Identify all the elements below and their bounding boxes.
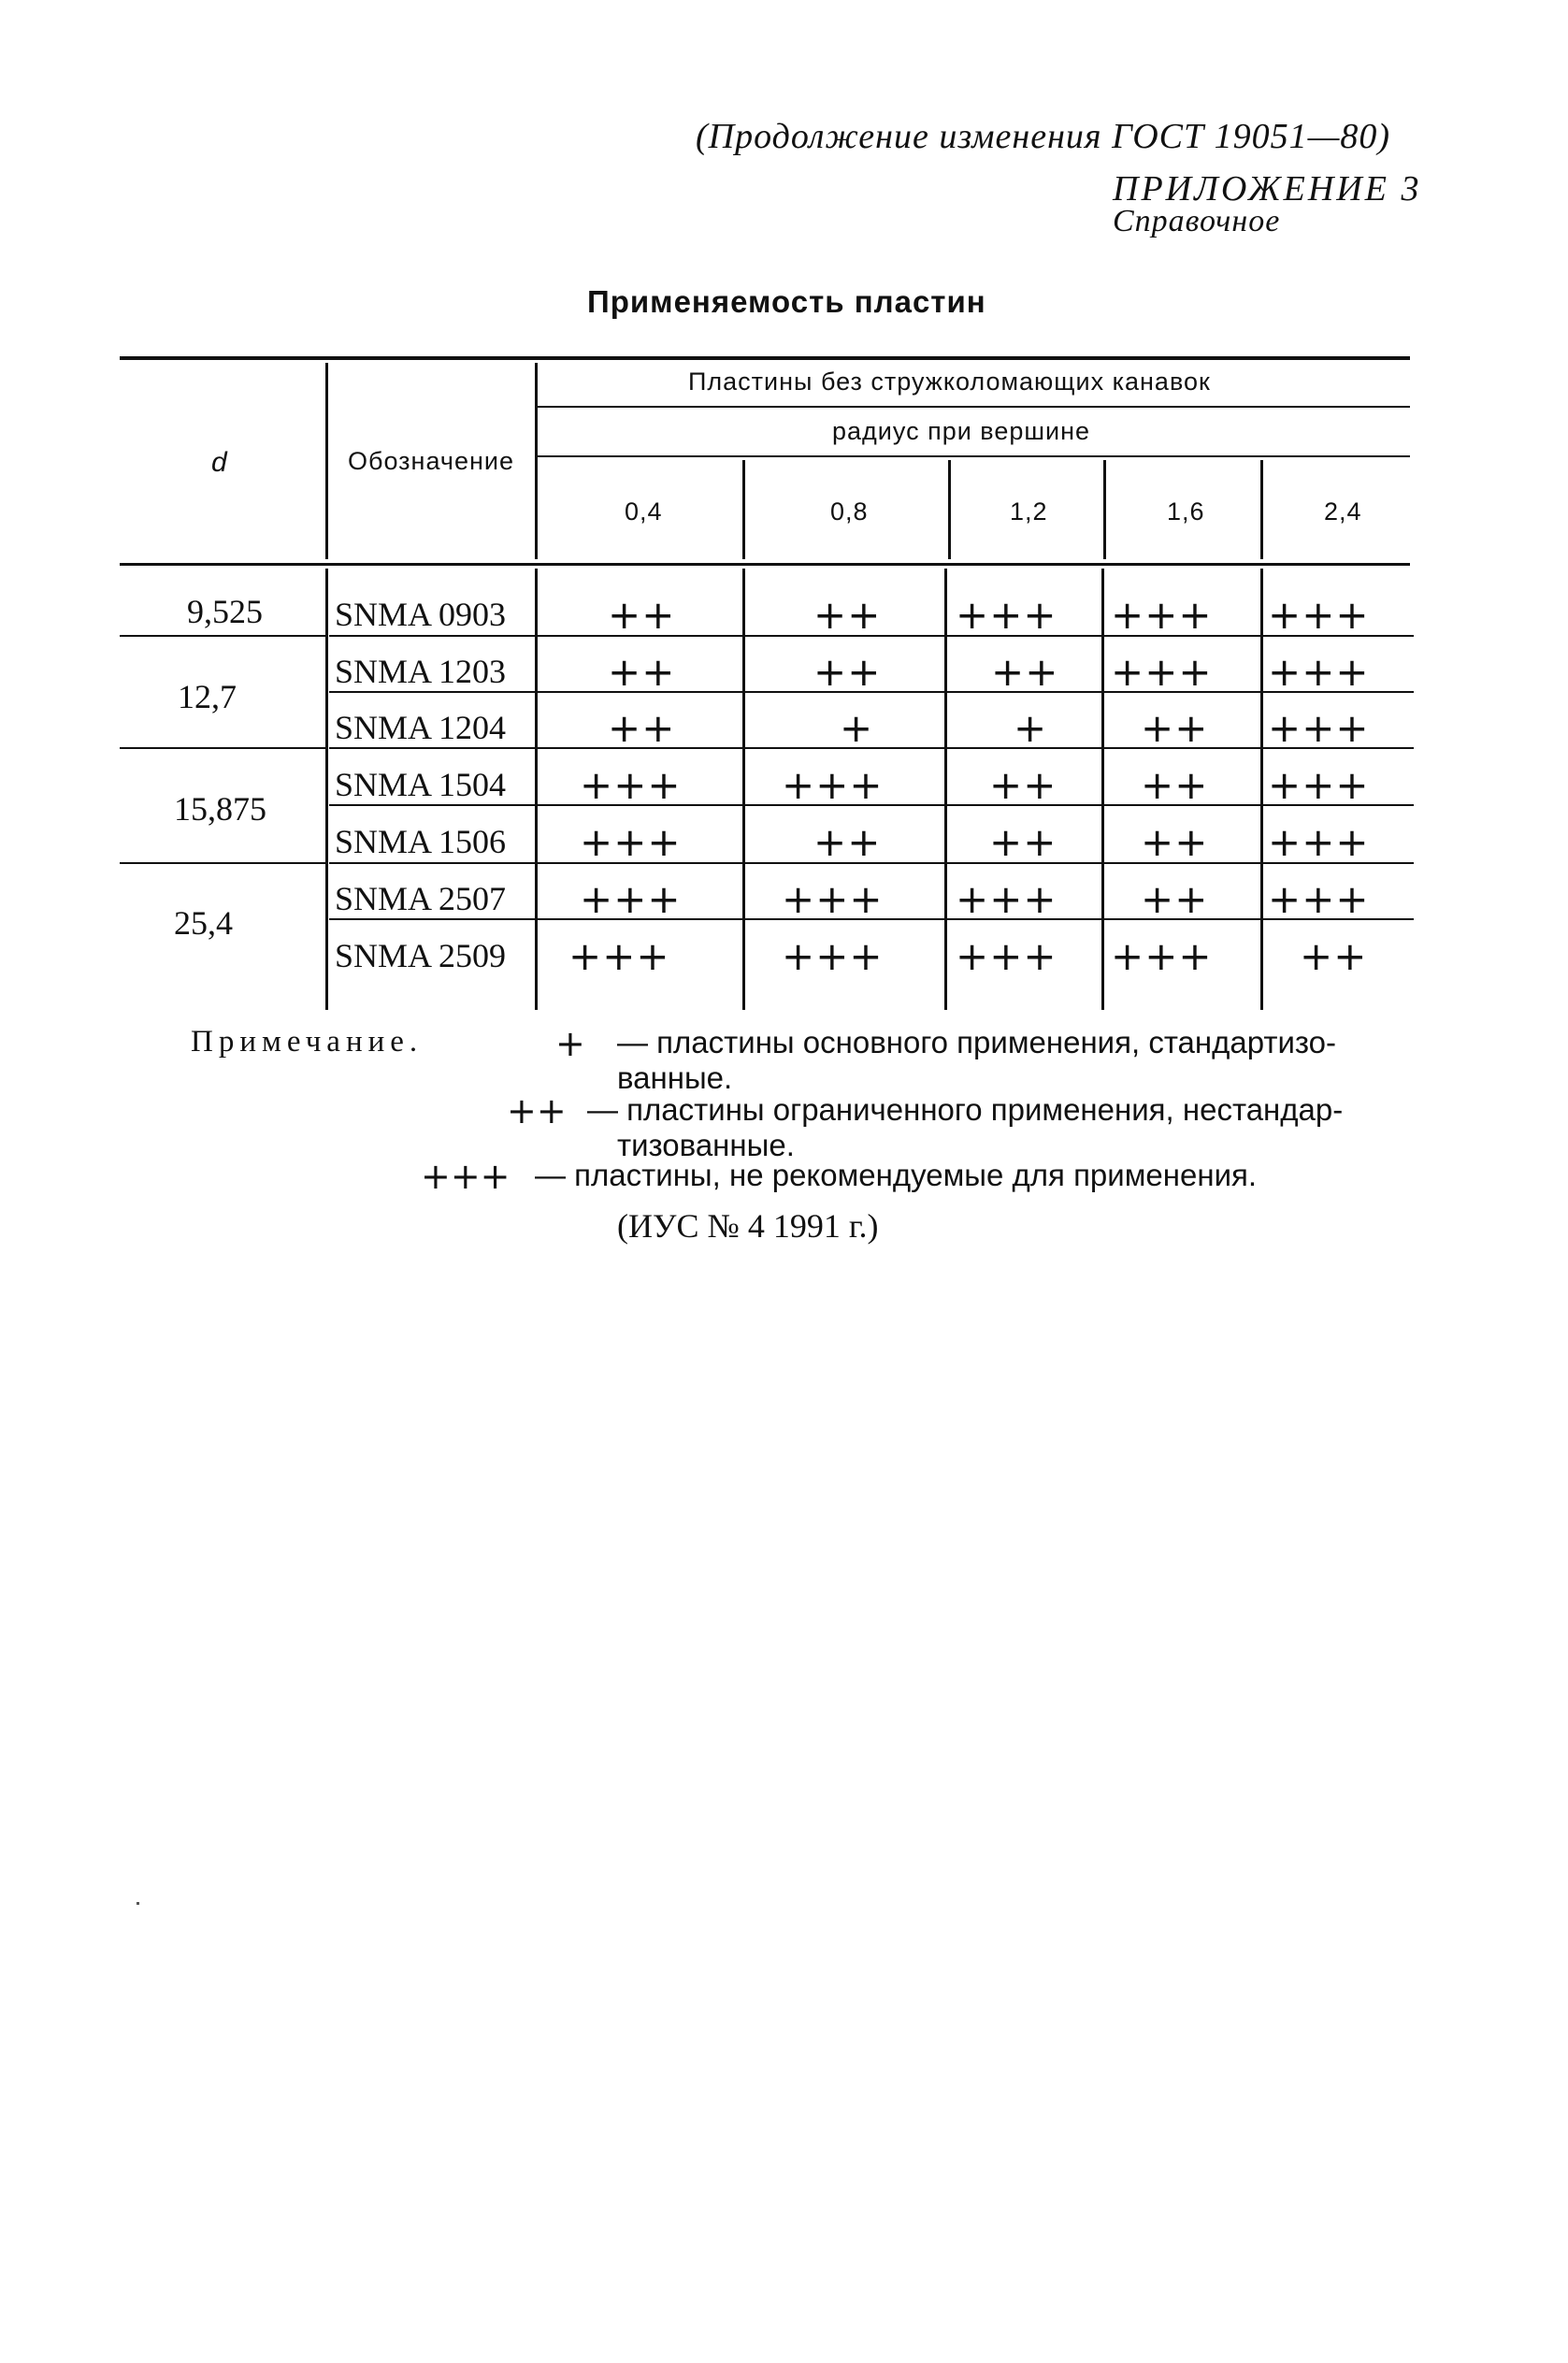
mark-cell: ++ bbox=[1141, 705, 1209, 751]
d-group-rule-3 bbox=[120, 862, 325, 864]
mark-cell: ++ bbox=[989, 819, 1057, 865]
mark-cell: +++ bbox=[1111, 649, 1213, 695]
mark-cell: ++ bbox=[989, 762, 1057, 808]
designation-cell: SNMA 1204 bbox=[335, 709, 507, 746]
d-value: 12,7 bbox=[178, 678, 237, 715]
mark-cell: +++ bbox=[782, 876, 884, 922]
mark-cell: +++ bbox=[1268, 649, 1370, 695]
mark-cell: ++ bbox=[608, 649, 676, 695]
mark-cell: +++ bbox=[956, 876, 1057, 922]
mark-cell: +++ bbox=[1268, 592, 1370, 638]
mark-cell: +++ bbox=[580, 819, 682, 865]
note-symbol: ++ bbox=[507, 1090, 567, 1131]
header-vline-2 bbox=[535, 363, 538, 559]
appendix-status: Справочное bbox=[1113, 204, 1281, 238]
designation-cell: SNMA 1504 bbox=[335, 766, 507, 803]
header-vline-6 bbox=[1260, 460, 1263, 559]
d-group-rule-2 bbox=[120, 747, 325, 749]
radius-header-5: 2,4 bbox=[1324, 497, 1362, 526]
header-vline-3 bbox=[742, 460, 745, 559]
group-header-rule bbox=[537, 406, 1410, 408]
appendix-title: ПРИЛОЖЕНИЕ 3 bbox=[1113, 169, 1422, 209]
sub-header-rule bbox=[537, 455, 1410, 457]
mark-cell: +++ bbox=[1268, 705, 1370, 751]
designation-cell: SNMA 0903 bbox=[335, 596, 507, 633]
mark-cell: ++ bbox=[608, 592, 676, 638]
table-title: Применяемость пластин bbox=[587, 284, 986, 319]
note-text: — пластины, не рекомендуемые для применения. bbox=[535, 1158, 1258, 1192]
d-value: 9,525 bbox=[187, 593, 263, 630]
mark-cell: +++ bbox=[1268, 762, 1370, 808]
header-vline-1 bbox=[325, 363, 328, 559]
mark-cell: ++ bbox=[813, 819, 882, 865]
designation-cell: SNMA 1203 bbox=[335, 653, 507, 690]
designation-cell: SNMA 2509 bbox=[335, 937, 507, 974]
mark-cell: +++ bbox=[956, 933, 1057, 979]
mark-cell: +++ bbox=[782, 933, 884, 979]
group-header: Пластины без стружколомающих канавок bbox=[688, 367, 1211, 396]
mark-cell: +++ bbox=[1111, 933, 1213, 979]
designation-cell: SNMA 1506 bbox=[335, 823, 507, 860]
radius-header-2: 0,8 bbox=[830, 497, 869, 526]
sub-header: радиус при вершине bbox=[832, 417, 1091, 445]
mark-cell: ++ bbox=[608, 705, 676, 751]
mark-cell: + bbox=[840, 705, 874, 751]
column-header-designation: Обозначение bbox=[348, 447, 514, 475]
mark-cell: ++ bbox=[813, 649, 882, 695]
note-text-cont: тизованные. bbox=[617, 1128, 795, 1162]
note-text: — пластины ограниченного применения, нестандар- bbox=[587, 1092, 1344, 1127]
header-bottom-rule bbox=[120, 563, 1410, 566]
d-group-rule-1 bbox=[120, 635, 325, 637]
scan-speck bbox=[137, 1902, 139, 1905]
note-symbol: +++ bbox=[421, 1156, 511, 1197]
mark-cell: ++ bbox=[813, 592, 882, 638]
mark-cell: +++ bbox=[1268, 876, 1370, 922]
radius-header-3: 1,2 bbox=[1010, 497, 1048, 526]
mark-cell: +++ bbox=[580, 876, 682, 922]
radius-header-1: 0,4 bbox=[625, 497, 663, 526]
mark-cell: +++ bbox=[1268, 819, 1370, 865]
radius-header-4: 1,6 bbox=[1167, 497, 1205, 526]
mark-cell: + bbox=[1014, 705, 1048, 751]
header-vline-4 bbox=[948, 460, 951, 559]
mark-cell: +++ bbox=[956, 592, 1057, 638]
d-value: 25,4 bbox=[174, 904, 233, 942]
note-label: Примечание. bbox=[191, 1025, 424, 1059]
note-symbol: + bbox=[555, 1023, 585, 1064]
mark-cell: +++ bbox=[568, 933, 670, 979]
continuation-header: (Продолжение изменения ГОСТ 19051—80) bbox=[696, 117, 1391, 156]
source-reference: (ИУС № 4 1991 г.) bbox=[617, 1207, 879, 1245]
mark-cell: +++ bbox=[1111, 592, 1213, 638]
table-top-rule bbox=[120, 356, 1410, 360]
mark-cell: ++ bbox=[991, 649, 1059, 695]
note-text-cont: ванные. bbox=[617, 1060, 733, 1095]
designation-cell: SNMA 2507 bbox=[335, 880, 507, 917]
header-vline-5 bbox=[1103, 460, 1106, 559]
column-header-d: d bbox=[211, 447, 228, 478]
mark-cell: +++ bbox=[782, 762, 884, 808]
mark-cell: ++ bbox=[1141, 819, 1209, 865]
mark-cell: ++ bbox=[1300, 933, 1368, 979]
mark-cell: ++ bbox=[1141, 876, 1209, 922]
mark-cell: ++ bbox=[1141, 762, 1209, 808]
note-text: — пластины основного применения, стандартизо- bbox=[617, 1025, 1337, 1059]
mark-cell: +++ bbox=[580, 762, 682, 808]
d-value: 15,875 bbox=[174, 790, 266, 828]
body-vline-1 bbox=[325, 569, 328, 1010]
